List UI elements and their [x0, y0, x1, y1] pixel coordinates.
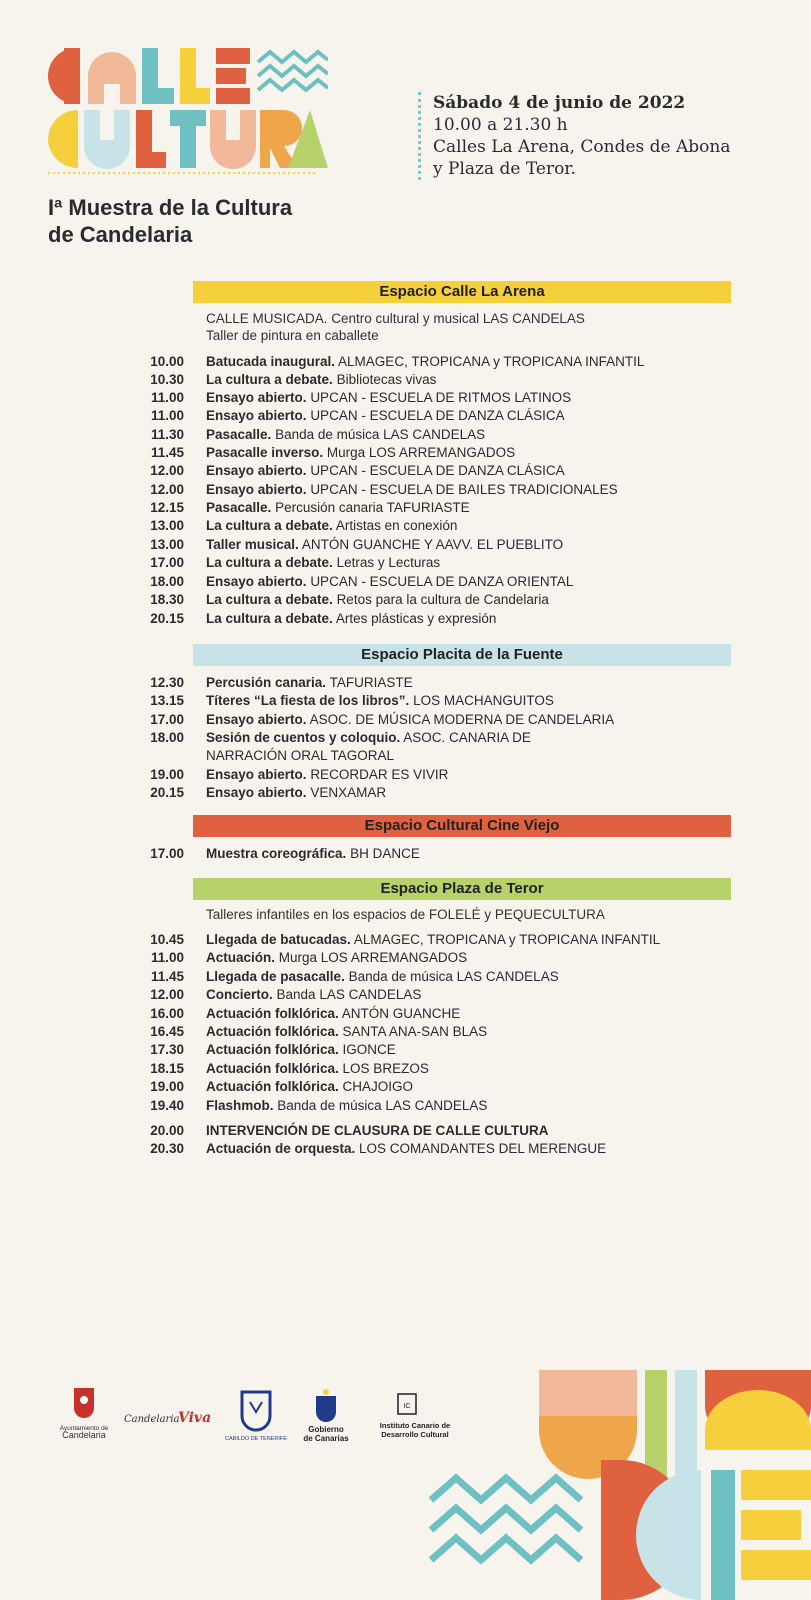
row-desc: ASOC. DE MÚSICA MODERNA DE CANDELARIA [309, 712, 615, 727]
schedule-row [130, 931, 730, 949]
row-time: 20.15 [150, 785, 184, 800]
section-header-plaza-de-teror: Espacio Plaza de Teror [193, 878, 731, 900]
schedule-row [130, 1023, 730, 1041]
row-title: La cultura a debate. [206, 372, 333, 387]
section-note: Talleres infantiles en los espacios de FOLELÉ y PEQUECULTURA [206, 907, 605, 922]
row-title: Llegada de pasacalle. [206, 969, 345, 984]
row-desc: RECORDAR ES VIVIR [310, 767, 449, 782]
row-title: Actuación de orquesta. [206, 1141, 356, 1156]
row-time: 17.00 [150, 846, 184, 861]
row-time: 11.45 [150, 445, 184, 460]
schedule-row [130, 517, 730, 535]
svg-text:Instituto Canario de: Instituto Canario de [379, 1421, 451, 1430]
row-title: Ensayo abierto. [206, 767, 307, 782]
row-title: Concierto. [206, 987, 273, 1002]
schedule-row [130, 1140, 730, 1158]
svg-text:Viva: Viva [178, 1410, 212, 1426]
row-desc: Banda de música LAS CANDELAS [348, 969, 559, 984]
event-place-line-2: y Plaza de Teror. [433, 159, 576, 179]
row-time: 20.30 [150, 1141, 184, 1156]
svg-text:Ayuntamiento de: Ayuntamiento de [60, 1425, 109, 1432]
row-desc: LOS COMANDANTES DEL MERENGUE [359, 1141, 607, 1156]
schedule-row [130, 389, 730, 407]
row-title: Pasacalle inverso. [206, 445, 324, 460]
row-time: 10.00 [150, 354, 184, 369]
row-time: 16.00 [150, 1006, 184, 1021]
row-title: Ensayo abierto. [206, 785, 307, 800]
row-title: Ensayo abierto. [206, 574, 307, 589]
schedule-row [130, 1041, 730, 1059]
row-time: 11.00 [150, 408, 184, 423]
row-time: 18.15 [150, 1061, 184, 1076]
event-place-line-1: Calles La Arena, Condes de Abona [433, 137, 731, 157]
subtitle-line-2: de Candelaria [48, 222, 193, 247]
svg-text:Candelaria: Candelaria [62, 1430, 106, 1440]
candelaria-viva-logo [124, 1410, 211, 1426]
svg-text:Gobierno: Gobierno [308, 1425, 344, 1434]
row-time: 12.15 [150, 500, 184, 515]
row-title: Ensayo abierto. [206, 482, 307, 497]
row-desc: Retos para la cultura de Candelaria [336, 592, 549, 607]
schedule-row [130, 1005, 730, 1023]
row-desc: Banda de música LAS CANDELAS [277, 1098, 488, 1113]
row-title: Ensayo abierto. [206, 463, 307, 478]
ayuntamiento-candelaria-logo [60, 1388, 109, 1440]
row-time: 12.00 [150, 987, 184, 1002]
row-title: Ensayo abierto. [206, 408, 307, 423]
event-hours: 10.00 a 21.30 h [433, 115, 568, 135]
row-time: 18.00 [150, 574, 184, 589]
row-desc: BH DANCE [350, 846, 420, 861]
row-time: 20.15 [150, 611, 184, 626]
event-info [418, 92, 730, 180]
row-time: 12.30 [150, 675, 184, 690]
row-time: 11.45 [150, 969, 184, 984]
row-title: Flashmob. [206, 1098, 274, 1113]
row-desc: ASOC. CANARIA DE NARRACIÓN ORAL TAGORAL [206, 730, 531, 763]
section-note: Taller de pintura en caballete [206, 328, 379, 343]
row-title: Actuación folklórica. [206, 1024, 339, 1039]
schedule-row [130, 968, 730, 986]
row-desc: ANTÓN GUANCHE [341, 1006, 461, 1021]
row-title: Actuación folklórica. [206, 1006, 339, 1021]
section-note: CALLE MUSICADA. Centro cultural y musical LAS CANDELAS [206, 311, 585, 326]
row-title: Actuación folklórica. [206, 1079, 339, 1094]
schedule-row [130, 610, 730, 628]
row-desc: Artistas en conexión [335, 518, 458, 533]
svg-text:IC: IC [403, 1403, 411, 1410]
row-desc: Murga LOS ARREMANGADOS [278, 950, 468, 965]
row-time: 18.00 [150, 730, 184, 745]
row-desc: UPCAN - ESCUELA DE DANZA ORIENTAL [310, 574, 574, 589]
row-time: 10.45 [150, 932, 184, 947]
cabildo-tenerife-logo [225, 1392, 287, 1442]
row-desc: ANTÓN GUANCHE Y AAVV. EL PUEBLITO [301, 537, 564, 552]
row-title: Pasacalle. [206, 427, 272, 442]
row-time: 19.00 [150, 767, 184, 782]
section-header-placita-de-la-fuente: Espacio Placita de la Fuente [193, 644, 731, 666]
schedule-row [130, 692, 730, 710]
gobierno-canarias-logo [303, 1389, 349, 1443]
row-time: 11.00 [150, 390, 184, 405]
row-title: Actuación folklórica. [206, 1061, 339, 1076]
schedule-row [130, 444, 730, 462]
row-desc: Banda de música LAS CANDELAS [275, 427, 486, 442]
row-title: Actuación. [206, 950, 276, 965]
schedule-row [130, 1078, 730, 1096]
row-title: Sesión de cuentos y coloquio. [206, 730, 401, 745]
row-time: 12.00 [150, 463, 184, 478]
row-time: 10.30 [150, 372, 184, 387]
row-desc: ALMAGEC, TROPICANA y TROPICANA INFANTIL [353, 932, 661, 947]
schedule-row [130, 729, 610, 765]
schedule-row [130, 462, 730, 480]
subtitle [48, 194, 292, 248]
row-desc: UPCAN - ESCUELA DE DANZA CLÁSICA [310, 408, 565, 423]
schedule-row [130, 711, 730, 729]
row-desc: VENXAMAR [310, 785, 387, 800]
row-title: La cultura a debate. [206, 592, 333, 607]
schedule-row [130, 766, 730, 784]
row-desc: SANTA ANA-SAN BLAS [342, 1024, 488, 1039]
section-header-calle-la-arena: Espacio Calle La Arena [193, 281, 731, 303]
row-title: INTERVENCIÓN DE CLAUSURA DE CALLE CULTURA [206, 1123, 549, 1138]
row-title: Taller musical. [206, 537, 299, 552]
row-desc: UPCAN - ESCUELA DE RITMOS LATINOS [310, 390, 572, 405]
row-desc: UPCAN - ESCUELA DE DANZA CLÁSICA [310, 463, 565, 478]
svg-text:de Canarias: de Canarias [303, 1434, 349, 1443]
calle-cultura-logo [48, 48, 328, 174]
row-desc: LOS MACHANGUITOS [413, 693, 554, 708]
schedule-row [130, 1122, 730, 1140]
schedule-row [130, 845, 730, 863]
row-time: 17.30 [150, 1042, 184, 1057]
schedule-row [130, 784, 730, 802]
schedule-row [130, 1060, 730, 1078]
schedule-row [130, 554, 730, 572]
svg-text:CABILDO DE TENERIFE: CABILDO DE TENERIFE [225, 1436, 287, 1442]
row-time: 11.00 [150, 950, 184, 965]
row-desc: Artes plásticas y expresión [335, 611, 497, 626]
row-time: 19.40 [150, 1098, 184, 1113]
schedule-row [130, 674, 730, 692]
row-title: Batucada inaugural. [206, 354, 336, 369]
schedule-row [130, 949, 730, 967]
row-time: 11.30 [150, 427, 184, 442]
row-title: Actuación folklórica. [206, 1042, 339, 1057]
row-desc: UPCAN - ESCUELA DE BAILES TRADICIONALES [310, 482, 618, 497]
row-title: Muestra coreográfica. [206, 846, 347, 861]
row-title: Percusión canaria. [206, 675, 327, 690]
row-title: Títeres “La fiesta de los libros”. [206, 693, 410, 708]
row-desc: Bibliotecas vivas [336, 372, 437, 387]
schedule-row [130, 591, 730, 609]
row-title: La cultura a debate. [206, 555, 333, 570]
row-time: 18.30 [150, 592, 184, 607]
row-title: La cultura a debate. [206, 518, 333, 533]
schedule-row [130, 573, 730, 591]
row-time: 13.00 [150, 518, 184, 533]
schedule-row [130, 407, 730, 425]
subtitle-line-1: Iª Muestra de la Cultura [48, 195, 293, 220]
row-time: 19.00 [150, 1079, 184, 1094]
decorative-shapes [411, 1370, 811, 1600]
row-desc: CHAJOIGO [342, 1079, 414, 1094]
row-time: 17.00 [150, 712, 184, 727]
row-title: Llegada de batucadas. [206, 932, 351, 947]
row-desc: IGONCE [342, 1042, 396, 1057]
svg-text:Candelaria: Candelaria [124, 1414, 180, 1425]
row-desc: Letras y Lecturas [336, 555, 441, 570]
schedule-row [130, 371, 730, 389]
schedule-row [130, 536, 730, 554]
row-title: Ensayo abierto. [206, 712, 307, 727]
schedule-row [130, 986, 730, 1004]
svg-text:Desarrollo Cultural: Desarrollo Cultural [381, 1430, 449, 1439]
row-time: 12.00 [150, 482, 184, 497]
row-time: 13.15 [150, 693, 184, 708]
row-desc: TAFURIASTE [329, 675, 413, 690]
schedule-row [130, 426, 730, 444]
row-desc: ALMAGEC, TROPICANA y TROPICANA INFANTIL [338, 354, 645, 369]
row-time: 16.45 [150, 1024, 184, 1039]
section-header-cine-viejo: Espacio Cultural Cine Viejo [193, 815, 731, 837]
row-time: 13.00 [150, 537, 184, 552]
row-title: Ensayo abierto. [206, 390, 307, 405]
schedule-row [130, 481, 730, 499]
row-title: Pasacalle. [206, 500, 272, 515]
row-time: 17.00 [150, 555, 184, 570]
row-desc: Percusión canaria TAFURIASTE [275, 500, 470, 515]
schedule-row [130, 1097, 730, 1115]
row-title: La cultura a debate. [206, 611, 333, 626]
schedule-row [130, 353, 730, 371]
event-date: Sábado 4 de junio de 2022 [433, 93, 686, 113]
schedule-row [130, 499, 730, 517]
row-desc: Murga LOS ARREMANGADOS [326, 445, 516, 460]
row-desc: Banda LAS CANDELAS [276, 987, 422, 1002]
row-time: 20.00 [150, 1123, 184, 1138]
row-desc: LOS BREZOS [342, 1061, 429, 1076]
